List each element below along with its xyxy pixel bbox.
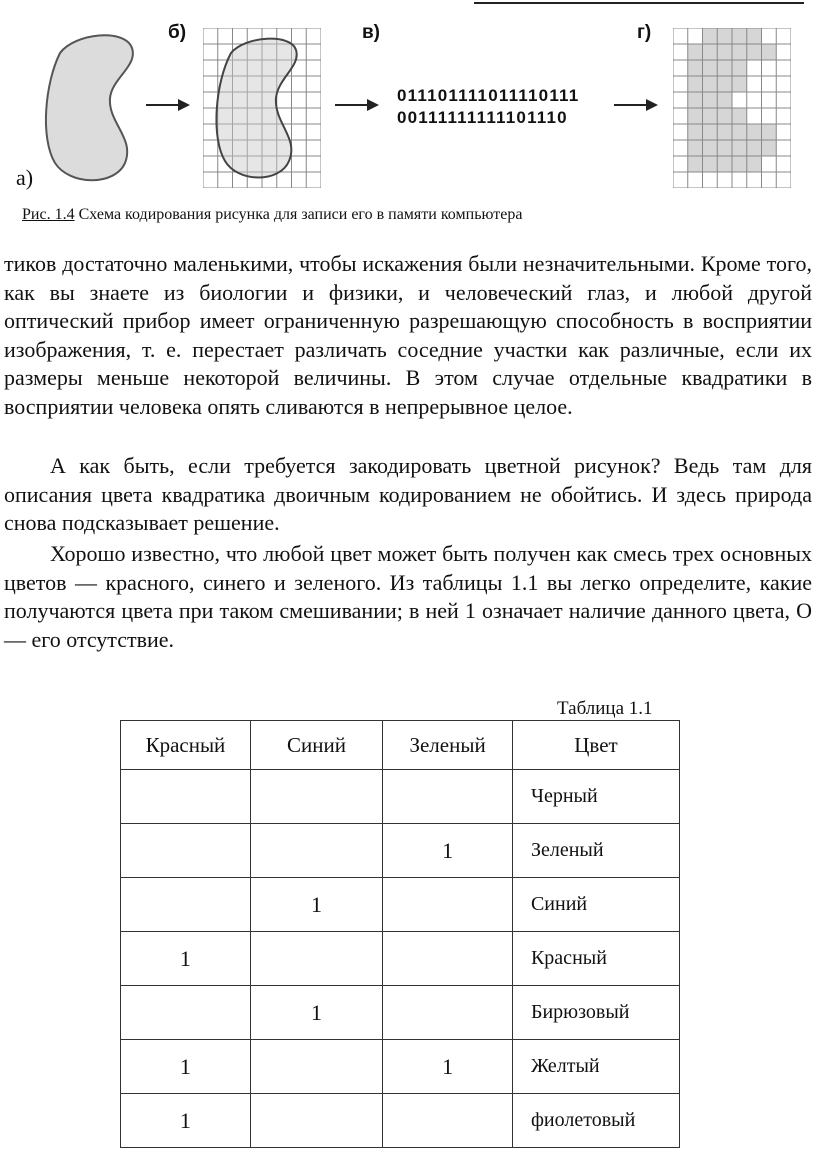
table-row <box>121 824 680 878</box>
top-rule <box>474 2 804 4</box>
table-cell <box>512 986 679 1040</box>
table-cell <box>121 986 251 1040</box>
caption-text: Схема кодирования рисунка для записи его в памяти компьютера <box>74 206 523 223</box>
pixel-grid-image <box>673 28 791 188</box>
color-name: Бирюзовый <box>530 1001 630 1023</box>
table-cell <box>250 824 382 878</box>
body-text <box>4 250 812 421</box>
cell-value: 1 <box>179 1053 191 1079</box>
color-name: Желтый <box>530 1055 600 1077</box>
table-header-row <box>121 721 680 770</box>
table-cell <box>512 824 679 878</box>
column-header-red: Красный <box>121 721 251 770</box>
table-cell <box>512 932 679 986</box>
table-row <box>121 878 680 932</box>
table-row <box>121 986 680 1040</box>
paragraph: тиков достаточно маленькими, чтобы искажения были незначительными. Кроме того, как вы знаете из биологии и физики, и человеческий глаз, и любой другой оптический прибор имеет ограниченную разрешающую способность в восприятии изображения, т. е. перестает различать соседние участки как различные, если их размеры меньше некоторой величины. В этом случае отдельные квадратики в восприятии человека опять сливаются в непрерывное целое. <box>4 251 812 419</box>
table-cell <box>250 1094 382 1148</box>
paragraph: А как быть, если требуется закодировать цветной рисунок? Ведь там для описания цвета квадратика двоичным кодированием не обойтись. И здесь природа снова подсказывает решение. <box>4 453 812 535</box>
table-cell <box>383 824 513 878</box>
table-cell <box>512 1094 679 1148</box>
table-cell <box>250 932 382 986</box>
table-cell <box>383 932 513 986</box>
arrow-right-icon <box>614 97 658 113</box>
table-cell <box>250 986 382 1040</box>
label-b: б) <box>168 22 187 43</box>
label-a: а) <box>16 165 34 190</box>
label-g: г) <box>637 22 652 43</box>
table-cell <box>121 1094 251 1148</box>
arrow-right-icon <box>146 97 190 113</box>
paragraph: Хорошо известно, что любой цвет может быть получен как смесь трех основных цветов — красного, синего и зеленого. Из таблицы 1.1 вы легко определите, какие получаются цвета при таком смешивании; в ней 1 означает наличие данного цвета, О — его отсутствие. <box>4 541 812 652</box>
grid-with-shape-image <box>203 28 321 188</box>
color-name: Зеленый <box>530 839 604 861</box>
cell-value: 1 <box>179 945 191 971</box>
column-header-blue: Синий <box>250 721 382 770</box>
color-name: Черный <box>530 785 598 807</box>
table-row <box>121 770 680 824</box>
table-cell <box>121 770 251 824</box>
encoding-figure <box>0 0 816 200</box>
cell-value: 1 <box>442 1053 454 1079</box>
cell-value: 1 <box>442 837 454 863</box>
table-row <box>121 932 680 986</box>
cell-value: 1 <box>179 1107 191 1133</box>
table-cell <box>512 770 679 824</box>
table-cell <box>250 878 382 932</box>
color-name: фиолетовый <box>530 1109 636 1131</box>
body-text <box>4 540 812 654</box>
table-cell <box>383 770 513 824</box>
table-cell <box>383 1040 513 1094</box>
table-cell <box>250 1040 382 1094</box>
table-cell <box>383 986 513 1040</box>
caption-number: Рис. 1.4 <box>22 206 75 223</box>
column-header-green: Зеленый <box>383 721 513 770</box>
table-title: Таблица 1.1 <box>557 698 653 719</box>
table-cell <box>121 824 251 878</box>
cell-value: 1 <box>311 999 323 1025</box>
arrow-right-icon <box>335 97 379 113</box>
table-cell <box>512 1040 679 1094</box>
table-cell <box>250 770 382 824</box>
table-row <box>121 1094 680 1148</box>
table-cell <box>121 1040 251 1094</box>
column-header-color: Цвет <box>512 721 679 770</box>
blob-shape-image <box>40 28 140 188</box>
table-cell <box>383 878 513 932</box>
color-name: Красный <box>530 947 607 969</box>
binary-code-line-1: 011101111011110111 <box>397 86 580 105</box>
table-row <box>121 1040 680 1094</box>
table-cell <box>512 878 679 932</box>
binary-code-line-2: 00111111111101110 <box>397 108 568 127</box>
label-v: в) <box>362 22 381 43</box>
figure-caption <box>22 206 522 224</box>
cell-value: 1 <box>311 891 323 917</box>
color-mixing-table <box>120 720 680 1148</box>
table-cell <box>121 932 251 986</box>
table-cell <box>121 878 251 932</box>
body-text <box>4 452 812 538</box>
table-cell <box>383 1094 513 1148</box>
color-name: Синий <box>530 893 588 915</box>
